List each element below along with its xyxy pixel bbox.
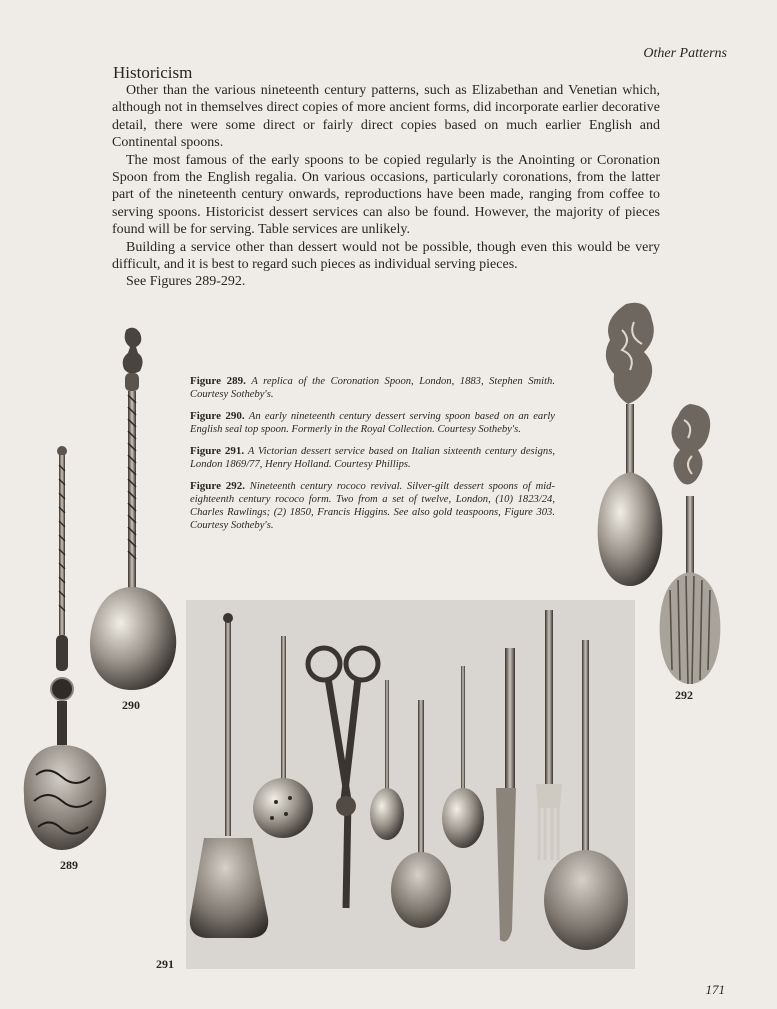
- running-header: Other Patterns: [643, 46, 727, 61]
- dessert-service-pieces: [186, 600, 635, 969]
- caption-290: Figure 290. An early nineteenth century dessert serving spoon based on an early English seal top spoon. Formerly in the Royal Collection. Courtesy Sotheby's.: [190, 410, 555, 435]
- section-title: Historicism: [113, 63, 193, 82]
- caption-289: Figure 289. A replica of the Coronation Spoon, London, 1883, Stephen Smith. Courtesy Sotheby's.: [190, 375, 555, 400]
- spoon-illustration-289: [22, 445, 110, 855]
- figure-number-289: 289: [60, 858, 78, 872]
- article-body: [112, 82, 660, 291]
- paragraph: Other than the various nineteenth century patterns, such as Elizabethan and Venetian which, although not in themselves direct copies of more ancient forms, did incorporate earlier decorative detail, there were some direct or fairly direct copies based on much earlier English and Continental spoons.: [112, 83, 660, 151]
- caption-292: Figure 292. Nineteenth century rococo revival. Silver-gilt dessert spoons of mid-eighteenth century rococo form. Two from a set of twelve, London, (10) 1823/24, Charles Rawlings; (2) 1850, Francis Higgins. See also gold teaspoons, Figure 303. Courtesy Sotheby's.: [190, 480, 556, 531]
- paragraph: The most famous of the early spoons to be copied regularly is the Anointing or Coronation Spoon from the English regalia. On various occasions, particularly coronations, from the latter part of the nineteenth century onwards, reproductions have been made, ranging from coffee to serving spoons. Historicist dessert services can also be found. However, the majority of pieces found will be for serving. Table services are unlikely.: [112, 152, 660, 238]
- paragraph: See Figures 289-292.: [126, 274, 246, 290]
- spoon-illustration-292b: [656, 400, 724, 688]
- figure-captions: [190, 375, 555, 541]
- figure-number-290: 290: [122, 698, 140, 712]
- paragraph: Building a service other than dessert would not be possible, though even this would be very difficult, and it is best to regard such pieces as individual serving pieces.: [112, 239, 660, 273]
- figure-number-291: 291: [156, 957, 174, 971]
- caption-291: Figure 291. A Victorian dessert service based on Italian sixteenth century designs, London 1869/77, Henry Holland. Courtesy Phillips.: [190, 445, 555, 470]
- page-number: 171: [705, 982, 725, 997]
- figure-number-292: 292: [675, 688, 693, 702]
